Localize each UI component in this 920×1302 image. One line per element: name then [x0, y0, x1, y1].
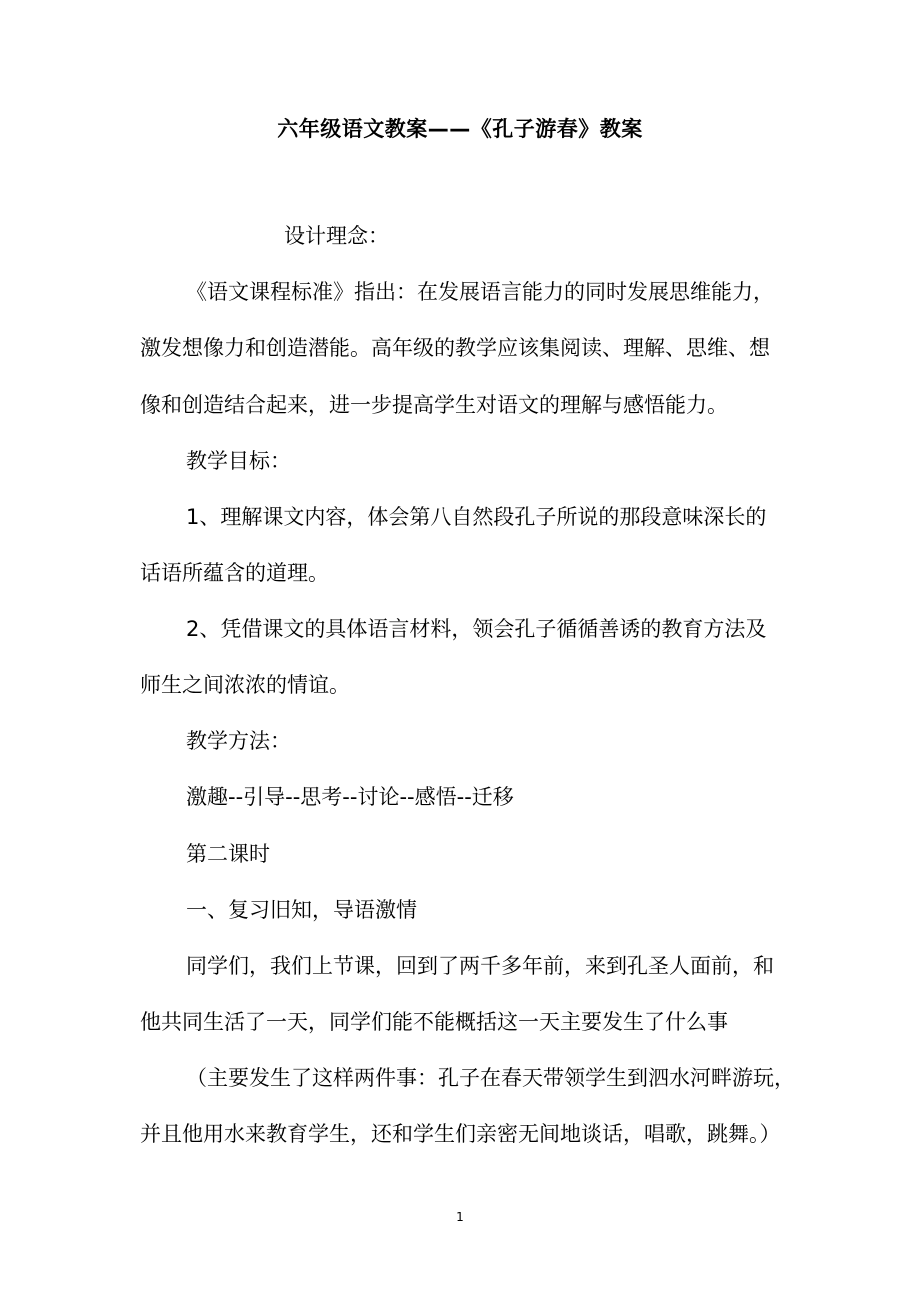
- paragraph-line: （主要发生了这样两件事：孔子在春天带领学生到泗水河畔游玩，: [186, 1066, 795, 1090]
- paragraph-line: 他共同生活了一天，同学们能不能概括这一天主要发生了什么事: [140, 1010, 728, 1034]
- paragraph-line: 1、理解课文内容，体会第八自然段孔子所说的那段意味深长的: [186, 505, 767, 529]
- paragraph-line: 同学们，我们上节课，回到了两千多年前，来到孔圣人面前，和: [186, 954, 774, 978]
- paragraph-line: 并且他用水来教育学生，还和学生们亲密无间地谈话，唱歌，跳舞。）: [140, 1122, 781, 1146]
- paragraph-line: 《语文课程标准》指出：在发展语言能力的同时发展思维能力，: [186, 280, 774, 304]
- paragraph-line: 教学目标：: [186, 449, 291, 473]
- paragraph-line: 像和创造结合起来，进一步提高学生对语文的理解与感悟能力。: [140, 393, 728, 417]
- paragraph-line: 2、凭借课文的具体语言材料，领会孔子循循善诱的教育方法及: [186, 617, 767, 641]
- paragraph-line: 激发想像力和创造潜能。高年级的教学应该集阅读、理解、思维、想: [140, 336, 770, 360]
- paragraph-line: 第二课时: [186, 842, 270, 866]
- document-title: 六年级语文教案——《孔子游春》教案: [277, 117, 643, 141]
- paragraph-line: 师生之间浓浓的情谊。: [140, 673, 350, 697]
- paragraph-line: 话语所蕴含的道理。: [140, 561, 329, 585]
- paragraph-line: 激趣--引导--思考--讨论--感悟--迁移: [186, 785, 514, 809]
- paragraph-line: 设计理念：: [284, 224, 389, 248]
- page-number: 1: [456, 1210, 464, 1224]
- paragraph-line: 一、复习旧知，导语激情: [186, 898, 417, 922]
- paragraph-line: 教学方法：: [186, 729, 291, 753]
